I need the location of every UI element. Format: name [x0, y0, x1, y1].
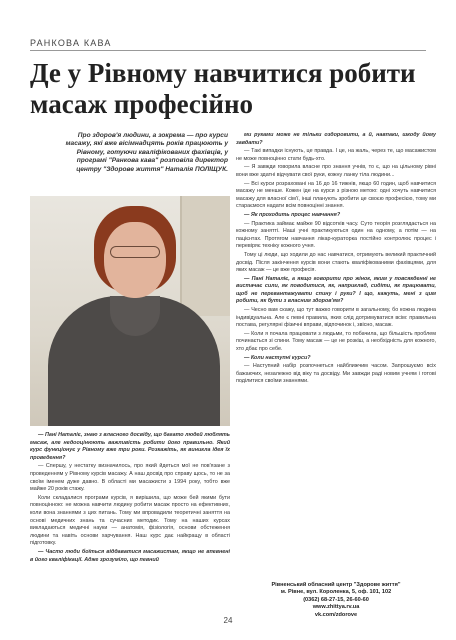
contact-phone: (0362) 68-27-15, 26-60-60 — [303, 596, 369, 603]
contact-address: м. Рівне, вул. Короленка, 5, оф. 101, 102 — [280, 589, 392, 596]
top-rule — [30, 50, 426, 51]
article-column-right — [236, 132, 436, 580]
page-number: 24 — [223, 616, 233, 625]
interview-question: — Як проходить процес навчання? — [244, 211, 341, 218]
interview-answer: — Наступний набір розпочнеться найближчим часом. Запрошуємо всіх бажаючих, незалежно від віку та досвіду. Ми завжди раді новим учням і готові поділитися своїми знаннями. — [236, 363, 436, 385]
section-label: РАНКОВА КАВА — [30, 38, 112, 48]
interview-question: — Пані Наталіє, знаю з власного досвіду, що багато людей люблять масаж, але недооцінюють важливість робити його правильно. Який курс функціонує у Рівному вже три роки. Розкажіть, як виникла ідея їх проведення? — [30, 432, 230, 461]
interview-answer: Коли складалися програми курсів, я вирішила, що може бей якими бути повноцінною: не можна навчити людину робити масаж просто на ефективних, коли вона знаннями з цих питань. Тому ми впровадили теоретичні заняття на основі медичних знань та сучасних методик. Тому на наших курсах викладаються медичні науки — анатомія, фізіологія, основи обстеження людини та навіть основи харчування. Наш курс дає найкращу в області підготовку. — [30, 494, 230, 547]
contact-social[interactable]: vk.com/zdorove — [314, 611, 358, 618]
article-lead: Про здоров'я людини, а зокрема — про курси масажу, які вже вісімнадцять років працюють у Рівному, готуючи кваліфікованих фахівців, у програмі "Ранкова кава" розповіла директор центру "Здорове життя" Наталія ПОЛІЩУК. — [65, 132, 228, 173]
interview-answer: — Я завжди говорила власне про знання учнів, то є, що на цільному рівні вони вже здатні відчувати свої руки, кожну ланку тіла людини... — [236, 164, 436, 178]
interview-answer: — Такі випадки існують, це правда. І це, на жаль, через те, що масажистом не може повноцінно стати будь-хто. — [236, 148, 436, 162]
article-column-left — [30, 432, 230, 610]
interview-answer: — Всі курси розраховані на 16 до 16 тижнів, якщо 60 годин, щоб навчитися масажу не менше. Кожен іде на курси з різною метою: одні хочуть навчитися масажу для власної сім'ї, інші планують зробити це своєю професією, тому ми стараємося надати всім повноцінні знання. — [236, 180, 436, 210]
photo-face — [104, 222, 166, 298]
interview-question: ми руками може не тільки оздоровити, а й, навпаки, шкоду йому завдати? — [236, 132, 436, 146]
interview-answer: Тому ці люди, що ходили до нас навчатися, отримують великий практичний досвід. Після закінчення курсів вони стають кваліфікованими фахівцями, для яких масаж — це вже професія. — [236, 251, 436, 274]
interview-question: — Коли наступні курси? — [244, 354, 311, 361]
contact-org: Рівненський обласний центр "Здорове життя" — [271, 582, 401, 588]
contact-web[interactable]: www.zhittya.rv.ua — [312, 604, 360, 611]
contact-block — [236, 582, 436, 619]
article-title: Де у Рівному навчитися робити масаж професійно — [30, 58, 416, 119]
interview-answer: — Практика займає майже 90 відсотків часу. Суто теорія розглядається на кожному занятті. Наші учні практикуються один на одному, а потім — на пацієнтах. Протягом навчання лікар-кураторка постійно контролює процес і перевіряє техніку кожного учня. — [236, 220, 436, 250]
photo-background — [180, 196, 230, 316]
interview-answer: — Коли я почала працювати з людьми, то побачила, що більшість проблем починається зі спини. Тому масаж — це не розкіш, а необхідність для кожного, хто дбає про себе. — [236, 330, 436, 353]
interview-answer: — Спершу, у нестатку визначилось, про який йдеться мої не пов'язане з проведенням у Рівному курсів масажу. А наш досвід про справу щось, то не за своїм іменем дуже давно. В області ми масажисти з 1994 року, тобто вже майже 20 років стажу. — [30, 463, 230, 493]
interview-question: — Часто люди боїться віддаватися масажистам, якщо не впевнені в його кваліфікації. Адже зрозуміло, що певний — [30, 548, 230, 563]
interview-answer: — Чесно вам скажу, що тут важко говорити в загальному, бо кожна людина індивідуальна. Але є певні правила, яких слід дотримуватися всім: правильна постава, регулярні фізичні вправи, відпочинок і, звісно, масаж. — [236, 307, 436, 329]
interview-question: — Пані Наталіє, а якщо говорити про жінок, яким у повсякденні не вистачає сили, як поводитися, як, наприклад, сидіти, як працювати, щоб не перевантажувати спину і руки? І що, кажуть, мені з цим робити, як бути з власним здоров'ям? — [236, 275, 436, 305]
photo-glasses — [110, 246, 160, 258]
portrait-photo — [30, 196, 230, 426]
